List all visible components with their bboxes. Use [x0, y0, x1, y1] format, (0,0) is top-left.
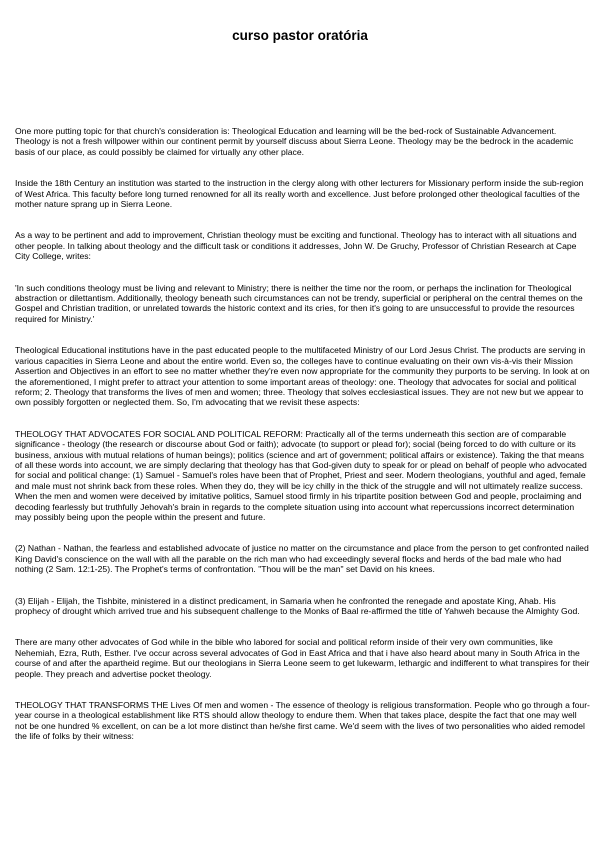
paragraph-social-reform: THEOLOGY THAT ADVOCATES FOR SOCIAL AND POLITICAL REFORM: Practically all of the terms underneath this section are of comparable significance - theology (the research or discourse about God or faith); advocate (to support or plead for); social (being forced to do with culture or its business, anxious with mutual relations of human beings); politics (science and art of government; political affairs or existence). Taking the that means of all these words into account, we are simply declaring that theology has that God-given duty to speak for or plead on behalf of people who advocated for social and political change: (1) Samuel - Samuel's roles have been that of Prophet, Priest and seer. Modern theologians, youthful and aged, female and male must not shrink back from these roles. When they do, they will be icy chilly in the thick of the struggle and will not ultimately realize success. When the men and women were deceived by imitative politics, Samuel stood firmly in his tripartite position between God and people, proclaiming and decoding fearlessly but truthfully Jehovah's brain in regards to the complete situation using into account what repercussions incorrect determination may possibly being upon the people within the present and future. — [15, 428, 587, 522]
paragraph-institutions: Theological Educational institutions have in the past educated people to the multifaceted Ministry of our Lord Jesus Christ. The products are serving in various capacities in Sierra Leone and about the entire world. Even so, the colleges have to continue evaluating on their own vis-à-vis their Mission Assertion and Objectives in an effort to see no matter whether they're even now appropriate for the community they purports to be serving. In look at on the aforementioned, I might prefer to attract your attention to some important areas of theology: one. Theology that advocates for social and political reform; 2. Theology that transforms the lives of men and women; three. Theology that solves ecclesiastical issues. They are not new but we appear to own possibly forgotten or neglected them. So, I'm advocating that we revisit these aspects: — [15, 345, 590, 408]
paragraph-relevance: As a way to be pertinent and add to improvement, Christian theology must be exciting and functional. Theology has to interact with all situations and other people. In talking about theology and the difficult task or conditions it addresses, John W. De Gruchy, Professor of Christian Research at Cape City College, writes: — [15, 230, 577, 262]
paragraph-nathan: (2) Nathan - Nathan, the fearless and established advocate of justice no matter on the circumstance and place from the person to get confronted nailed King David's conscience on the wall with all the parable on the rich man who had exceedingly several flocks and herds of the bad male who had nothing (2 Sam. 12:1-25). The Prophet's terms of confrontation. "Thou will be the man" set David on his knees. — [15, 543, 589, 575]
document-body — [15, 126, 590, 763]
paragraph-intro: One more putting topic for that church's consideration is: Theological Education and learning will be the bed-rock of Sustainable Advancement. Theology is not a fresh willpower within our continent permit by yourself discuss about Sierra Leone. Theology may be the bedrock in the academic basis of our place, as could possibly be claimed for virtually any other place. — [15, 126, 574, 157]
paragraph-transformation: THEOLOGY THAT TRANSFORMS THE Lives Of men and women - The essence of theology is religious transformation. People who go through a four-year course in a theological establishment like RTS should allow theology to endure them. When that takes place, despite the fact that one may well not be one hundred % excellent, on can be a lot more distinct than he/she first came. We'd seem with the lives of two personalities who aided remodel the life of folks by their witness: — [15, 700, 590, 742]
paragraph-elijah: (3) Elijah - Elijah, the Tishbite, ministered in a distinct predicament, in Samaria when he confronted the renegade and apostate King, Ahab. His prophecy of drought which arrived true and his subsequent challenge to the Monks of Baal re-affirmed the title of Yahweh because the Almighty God. — [15, 595, 580, 616]
paragraph-history: Inside the 18th Century an institution was started to the instruction in the clergy along with other lecturers for Missionary perform inside the sub-region of West Africa. This faculty before long turned renowned for all its really worth and excellence. Just before prolonged other theological faculties of the mother nature sprang up in Sierra Leone. — [15, 178, 584, 210]
paragraph-other-advocates: There are many other advocates of God while in the bible who labored for social and political reform inside of their very own communities, like Nehemiah, Ezra, Ruth, Esther. I've occur across several advocates of God in East Africa and that i have also heard about many in South Africa in the course of and after the apartheid regime. But our theologians in Sierra Leone seem to get lukewarm, lethargic and indifferent to what transpires for their people. They preach and advertise pocket theology. — [15, 637, 590, 679]
page-title: curso pastor oratória — [232, 28, 368, 43]
paragraph-quote: 'In such conditions theology must be living and relevant to Ministry; there is neither the time nor the room, or perhaps the inclination for Theological abstraction or dilettantism. Additionally, theology beneath such circumstances can not be trendy, superficial or peripheral on the central themes on the Gospel and Christian tradition, or unrelated towards the historic context and its cries, for then it's going to are unsuccessful to provide the resources required for Ministry.' — [15, 282, 583, 324]
